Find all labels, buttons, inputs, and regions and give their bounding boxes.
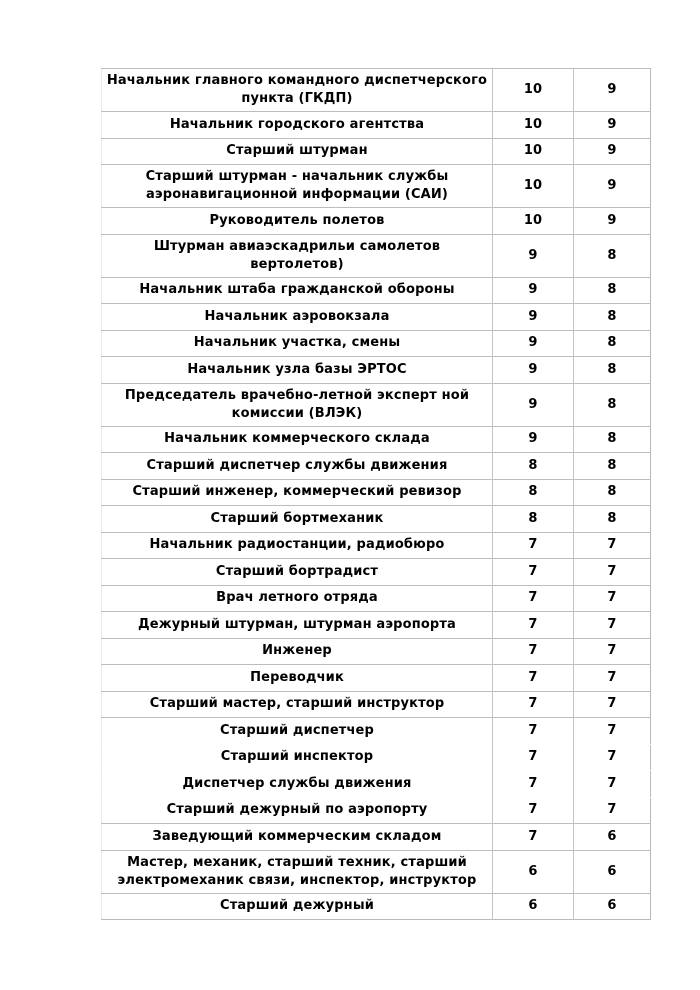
value-cell-col3: 8 [574,330,651,357]
table-row [102,453,651,480]
position-cell: Старший бортрадист [102,559,493,586]
value-cell-col3: 8 [574,426,651,453]
value-cell-col3: 8 [574,304,651,331]
position-cell: Старший дежурный по аэропорту [166,802,428,818]
value-cell-col3: 8 [574,383,651,426]
position-cell: Старший инспектор [220,749,374,765]
position-cell: Старший инженер, коммерческий ревизор [102,479,493,506]
table-row [102,357,651,384]
table-row [102,585,651,612]
value-cell-col2: 7 [493,585,574,612]
table-row [102,112,651,139]
value-cell-col2: 10 [493,165,574,208]
value-cell-col2: 9 [493,383,574,426]
value-cell-col3: 8 [574,453,651,480]
value-cell-col3: 8 [574,479,651,506]
value-cell-col2: 7 [493,559,574,586]
value-cell-col3: 8 [574,357,651,384]
value-cell-col3: 7 [574,691,651,718]
value-cell-col2: 7 [493,824,574,851]
value-cell-col3: 8 [574,277,651,304]
value-cell-col3: 6 [574,850,651,893]
value-cell-col2: 10 [493,138,574,165]
value-cell-col3: 7 [574,718,651,745]
value-cell-col3: 6 [574,893,651,920]
table-row [102,850,651,893]
value-cell-col3: 7 [574,771,651,798]
position-cell: Председатель врачебно-летной эксперт ной комиссии (ВЛЭК) [102,383,493,426]
value-cell-col2: 10 [493,112,574,139]
value-cell-col2: 9 [493,234,574,277]
position-cell: Старший бортмеханик [102,506,493,533]
value-cell-col3: 6 [574,824,651,851]
position-cell: Начальник аэровокзала [102,304,493,331]
table-row [102,208,651,235]
position-cell: Переводчик [102,665,493,692]
table-row [102,797,651,824]
value-cell-col2: 7 [493,691,574,718]
position-cell: Старший диспетчер [102,718,493,745]
position-cell: Начальник штаба гражданской обороны [102,277,493,304]
table-row [102,277,651,304]
value-cell-col3: 9 [574,165,651,208]
table-row [102,771,651,798]
value-cell-col3: 8 [574,506,651,533]
table-row [102,532,651,559]
value-cell-col2: 10 [493,208,574,235]
table-row [102,138,651,165]
value-cell-col3: 9 [574,138,651,165]
table-row [102,165,651,208]
position-cell: Начальник коммерческого склада [102,426,493,453]
position-cell: Старший штурман - начальник службы аэронавигационной информации (САИ) [102,165,493,208]
value-cell-col2: 9 [493,330,574,357]
position-cell: Начальник главного командного диспетчерского пункта (ГКДП) [102,69,493,112]
value-cell-col2: 7 [493,718,574,745]
value-cell-col3: 7 [574,612,651,639]
value-cell-col3: 7 [574,638,651,665]
position-cell: Начальник радиостанции, радиобюро [102,532,493,559]
value-cell-col3: 9 [574,69,651,112]
value-cell-col3: 7 [574,665,651,692]
value-cell-col3: 8 [574,234,651,277]
table-row [102,744,651,771]
position-cell: Старший штурман [102,138,493,165]
value-cell-col2: 7 [493,532,574,559]
position-cell: Дежурный штурман, штурман аэропорта [102,612,493,639]
position-cell: Заведующий коммерческим складом [102,824,493,851]
value-cell-col2: 8 [493,453,574,480]
position-cell: Мастер, механик, старший техник, старший электромеханик связи, инспектор, инструктор [102,850,493,893]
value-cell-col3: 7 [574,585,651,612]
value-cell-col2: 9 [493,277,574,304]
table-row [102,559,651,586]
value-cell-col2: 9 [493,426,574,453]
value-cell-col3: 7 [574,744,651,771]
value-cell-col3: 9 [574,208,651,235]
table-row [102,234,651,277]
positions-table-body [102,69,651,920]
value-cell-col2: 7 [493,638,574,665]
value-cell-col3: 7 [574,797,651,824]
value-cell-col2: 6 [493,893,574,920]
table-row [102,718,651,745]
table-row [102,638,651,665]
table-row [102,426,651,453]
position-cell: Старший мастер, старший инструктор [102,691,493,718]
value-cell-col3: 9 [574,112,651,139]
position-cell: Врач летного отряда [102,585,493,612]
value-cell-col2: 9 [493,357,574,384]
value-cell-col2: 7 [493,771,574,798]
position-cell: Начальник городского агентства [102,112,493,139]
position-cell: Старший диспетчер службы движения [102,453,493,480]
value-cell-col2: 7 [493,612,574,639]
table-row [102,691,651,718]
value-cell-col3: 7 [574,532,651,559]
value-cell-col2: 10 [493,69,574,112]
table-row [102,330,651,357]
position-cell: Начальник участка, смены [102,330,493,357]
table-row [102,383,651,426]
value-cell-col2: 7 [493,744,574,771]
value-cell-col2: 8 [493,479,574,506]
position-cell: Старший дежурный [102,893,493,920]
table-row [102,304,651,331]
table-row [102,612,651,639]
position-cell: Инженер [102,638,493,665]
value-cell-col3: 7 [574,559,651,586]
value-cell-col2: 7 [493,665,574,692]
value-cell-col2: 6 [493,850,574,893]
value-cell-col2: 7 [493,797,574,824]
value-cell-col2: 9 [493,304,574,331]
position-cell: Диспетчер службы движения [182,775,412,791]
table-row [102,893,651,920]
position-cell: Руководитель полетов [102,208,493,235]
table-row [102,506,651,533]
value-cell-col2: 8 [493,506,574,533]
position-cell: Начальник узла базы ЭРТОС [102,357,493,384]
table-row [102,665,651,692]
table-row [102,69,651,112]
positions-table [101,68,651,920]
table-row [102,479,651,506]
table-row [102,824,651,851]
position-cell: Штурман авиаэскадрильи самолетов вертолетов) [102,234,493,277]
